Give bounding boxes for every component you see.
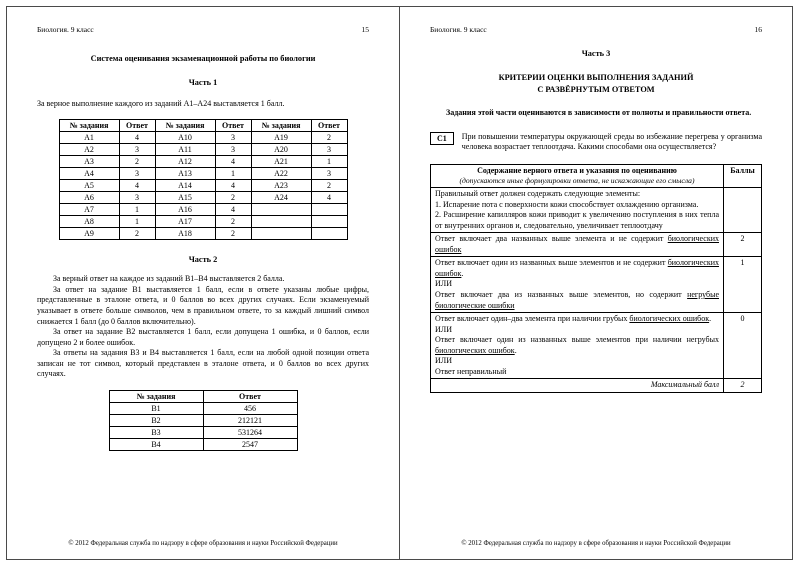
table-cell: 3 [311,168,347,180]
table-cell: А3 [59,156,119,168]
table-cell: А24 [251,192,311,204]
criteria-line: Ответ включает один из названных выше элементов при наличии негрубых биологических ошибок. [435,335,719,355]
left-page [6,6,400,560]
table-cell: 3 [215,132,251,144]
criteria-content-cell [431,379,724,393]
criteria-header-content [431,164,724,187]
table-cell: 2 [119,156,155,168]
criteria-row [431,257,762,313]
table-cell: В2 [109,414,203,426]
table-cell: А22 [251,168,311,180]
body-paragraph: За ответы на задания В3 и В4 выставляется 1 балл, если на любой одной позиции ответа записан не тот символ, который представлен в эталоне ответа, и 0 баллов во всех других случаях. [37,348,369,379]
table-cell: А13 [155,168,215,180]
table-cell: А1 [59,132,119,144]
header-subject: Биология. 9 класс [430,25,487,34]
table-cell: 1 [119,204,155,216]
table-row [59,168,347,180]
body-paragraph: За ответ на задание В1 выставляется 1 балл, если в ответе указаны любые цифры, представленные в эталоне ответа, и 0 баллов во всех других случаях. Если экзаменуемый указывает в ответе больше символов, чем в правильном ответе, то за каждый лишний символ снижается 1 балл (до 0 баллов включительно). [37,284,369,326]
header-page-number: 15 [361,25,369,34]
criteria-content-cell [431,257,724,313]
criteria-line: ИЛИ [435,324,452,334]
table-cell: А10 [155,132,215,144]
table-cell: 4 [119,180,155,192]
table-cell: 4 [215,204,251,216]
task-c1 [430,132,762,153]
table-cell: А8 [59,216,119,228]
table-row [109,426,297,438]
criteria-table-body [431,188,762,393]
table-cell: А11 [155,144,215,156]
part2-answer-table-body [109,402,297,450]
table-cell: 212121 [203,414,297,426]
part1-title: Часть 1 [188,78,218,87]
table-cell: А17 [155,216,215,228]
table-cell: 2 [311,132,347,144]
left-page-header [37,25,369,34]
table-row [109,402,297,414]
criteria-header-sub-text: (допускаются иные формулировки ответа, не искажающие его смысла) [459,176,695,186]
criteria-score-cell: 2 [724,233,762,257]
table-row [59,156,347,168]
table-cell [251,216,311,228]
table-cell: А18 [155,228,215,240]
table-cell: 1 [119,216,155,228]
part2-answer-table [109,390,298,451]
body-paragraph: За ответ на задание В2 выставляется 1 балл, если допущена 1 ошибка, и 0 баллов, если допущено 2 и более ошибок. [37,327,369,347]
criteria-line: ИЛИ [435,356,452,366]
criteria-row [431,379,762,393]
criteria-score-cell: 0 [724,313,762,379]
table-row [59,180,347,192]
table-cell: 1 [215,168,251,180]
part1-answer-table [59,119,348,240]
table-row [59,144,347,156]
table-cell: 1 [311,156,347,168]
table-cell: А20 [251,144,311,156]
column-header: № задания [251,120,311,132]
table-row [59,216,347,228]
table-row [109,414,297,426]
table-cell: А21 [251,156,311,168]
task-question-text: При повышении температуры окружающей среды во избежание перегрева у организма человека возрастает теплоотдача. Какими способами она осуществляется? [461,131,762,152]
table-cell: 3 [215,144,251,156]
criteria-line: 1. Испарение пота с поверхности кожи способствует охлаждению организма. [435,199,699,209]
header-row [59,120,347,132]
task-label-badge: С1 [430,132,454,145]
column-header: № задания [109,390,203,402]
table-cell: А15 [155,192,215,204]
header-row [109,390,297,402]
criteria-line: Максимальный балл [650,380,719,390]
criteria-content-cell [431,313,724,379]
table-cell: 3 [119,168,155,180]
table-row [59,204,347,216]
part1-answer-table-head [59,120,347,132]
table-cell [311,228,347,240]
column-header: Ответ [203,390,297,402]
table-cell: 2 [215,228,251,240]
criteria-line: Ответ включает один из названных выше элементов и не содержит биологических ошибок. [435,258,719,278]
main-title: Система оценивания экзаменационной работы по биологии [90,54,316,63]
criteria-row [431,313,762,379]
part3-title: Часть 3 [581,49,611,58]
criteria-content-cell [431,233,724,257]
table-cell: А12 [155,156,215,168]
table-cell: 4 [119,132,155,144]
criteria-line: Ответ включает один–два элемента при наличии грубых биологических ошибок. [435,314,712,324]
part2-title: Часть 2 [188,255,218,265]
criteria-score-cell: 1 [724,257,762,313]
criteria-heading [430,72,762,95]
table-cell: 2547 [203,438,297,450]
table-cell [311,204,347,216]
table-cell: 2 [215,216,251,228]
table-cell: 2 [311,180,347,192]
table-cell: 4 [311,192,347,204]
table-cell: А19 [251,132,311,144]
criteria-heading-line1: КРИТЕРИИ ОЦЕНКИ ВЫПОЛНЕНИЯ ЗАДАНИЙ [498,73,694,82]
table-cell: А16 [155,204,215,216]
table-cell: А9 [59,228,119,240]
part3-intro: Задания этой части оцениваются в зависимости от полноты и правильности ответа. [446,108,752,118]
table-row [59,228,347,240]
table-row [109,438,297,450]
table-cell: 2 [119,228,155,240]
table-cell: 2 [215,192,251,204]
part1-intro: За верное выполнение каждого из заданий А1–А24 выставляется 1 балл. [37,99,285,108]
part2-answer-table-head [109,390,297,402]
table-row [59,192,347,204]
table-cell: 3 [119,192,155,204]
criteria-line: Ответ включает два названных выше элемента и не содержит биологических ошибок [435,234,719,254]
criteria-line: Ответ неправильный [435,366,507,376]
right-page-header [430,25,762,34]
right-page-footer: © 2012 Федеральная служба по надзору в сфере образования и науки Российской Федерации [461,540,731,547]
right-page [399,6,793,560]
table-cell [311,216,347,228]
table-cell: А2 [59,144,119,156]
table-cell: В4 [109,438,203,450]
table-cell: 456 [203,402,297,414]
column-header: Ответ [215,120,251,132]
criteria-score-cell [724,188,762,233]
table-cell: 3 [311,144,347,156]
criteria-score-cell: 2 [724,379,762,393]
column-header: № задания [155,120,215,132]
header-page-number: 16 [754,25,762,34]
column-header: Ответ [119,120,155,132]
table-cell: 531264 [203,426,297,438]
table-cell: 3 [119,144,155,156]
table-cell [251,228,311,240]
criteria-line: Ответ включает два из названных выше элементов, но содержит негрубые биологические ошибки [435,290,719,310]
criteria-content-cell [431,188,724,233]
table-cell: А5 [59,180,119,192]
table-cell: А23 [251,180,311,192]
table-cell: А4 [59,168,119,180]
criteria-header-main-text: Содержание верного ответа и указания по оцениванию [477,165,677,175]
header-row [431,164,762,187]
part1-answer-table-body [59,132,347,240]
table-cell: В3 [109,426,203,438]
table-cell: 4 [215,180,251,192]
criteria-row [431,188,762,233]
table-cell: А6 [59,192,119,204]
criteria-line: Правильный ответ должен содержать следующие элементы: [435,189,641,199]
table-cell: А7 [59,204,119,216]
table-row [59,132,347,144]
header-subject: Биология. 9 класс [37,25,94,34]
criteria-table-head [431,164,762,187]
criteria-heading-line2: С РАЗВЁРНУТЫМ ОТВЕТОМ [537,84,655,94]
table-cell: А14 [155,180,215,192]
criteria-table [430,164,762,393]
criteria-header-score: Баллы [724,164,762,187]
column-header: Ответ [311,120,347,132]
criteria-row [431,233,762,257]
table-cell: 4 [215,156,251,168]
body-paragraph: За верный ответ на каждое из заданий В1–В4 выставляется 2 балла. [53,274,285,284]
column-header: № задания [59,120,119,132]
criteria-line: 2. Расширение капилляров кожи приводит к увеличению поступления в них тепла от внутренних органов и, следовательно, увеличивает теплоотдачу [435,210,719,230]
left-page-footer: © 2012 Федеральная служба по надзору в сфере образования и науки Российской Федерации [68,540,338,547]
part2-paragraphs [37,274,369,379]
table-cell [251,204,311,216]
criteria-line: ИЛИ [435,279,452,289]
table-cell: В1 [109,402,203,414]
